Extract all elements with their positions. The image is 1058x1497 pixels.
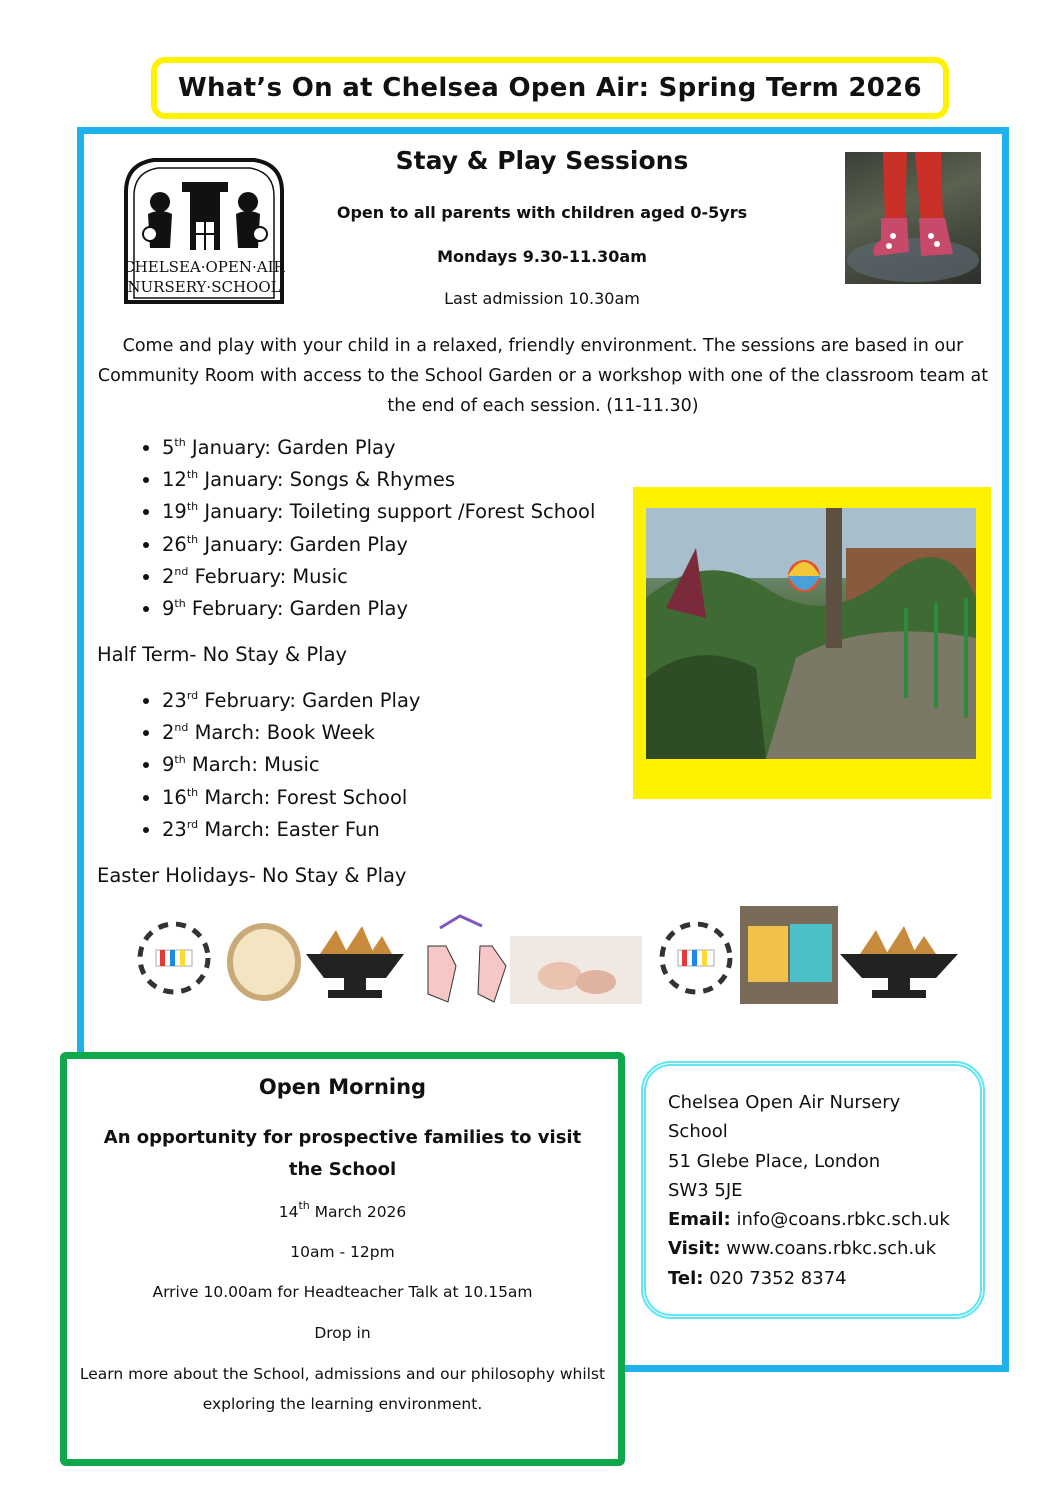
easter-note: Easter Holidays- No Stay & Play [97,864,407,887]
stay-play-last-admission: Last admission 10.30am [444,289,640,308]
tambourine-bells-icon-2 [662,924,730,992]
school-name-line2: School [668,1121,728,1143]
phone-label: Tel: [668,1267,704,1289]
page-title: What’s On at Chelsea Open Air: Spring Term 2026 [151,57,949,119]
open-morning-arrive: Arrive 10.00am for Headteacher Talk at 10.15am [152,1283,533,1301]
open-morning-subtitle: An opportunity for prospective families to visit the School [103,1127,582,1180]
list-item: • 5th January: Garden Play [162,432,595,464]
stay-play-intro: Come and play with your child in a relaxed, friendly environment. The sessions are based in our Community Room with access to the School Garden or a workshop with one of the classroom team at the end of each session. (11-11.30) [97,336,989,416]
list-item: • 19th January: Toileting support /Forest School [162,496,595,528]
contact-details [668,1088,968,1293]
list-item: • 9th March: Music [162,749,420,781]
website-row [668,1234,968,1263]
picture-books-photo-icon [740,906,838,1004]
session-list-1 [100,432,595,625]
phone-number[interactable]: 020 7352 8374 [709,1267,847,1289]
open-morning-description: Learn more about the School, admissions and our philosophy whilst exploring the learning environment. [79,1365,606,1413]
boots-illustration [845,152,981,284]
open-morning-drop-in: Drop in [314,1324,371,1342]
open-morning-time: 10am - 12pm [290,1243,395,1261]
logo-text-line2: NURSERY·SCHOOL [127,278,281,296]
session-list-2 [100,685,420,846]
list-item: • 26th January: Garden Play [162,529,595,561]
email-row [668,1205,968,1234]
list-item: • 23rd February: Garden Play [162,685,420,717]
stay-play-times: Mondays 9.30-11.30am [437,247,647,266]
school-logo [120,152,288,304]
tambourine-bells-icon [140,924,208,992]
garden-illustration [646,508,976,759]
list-item: • 12th January: Songs & Rhymes [162,464,595,496]
list-item: • 9th February: Garden Play [162,593,595,625]
website-link[interactable]: www.coans.rbkc.sch.uk [726,1238,937,1260]
photo-boots-puddle [845,152,981,284]
open-morning-title: Open Morning [258,1075,427,1099]
list-item: • 2nd March: Book Week [162,717,420,749]
phone-row [668,1264,968,1293]
address-line1: 51 Glebe Place, London [668,1150,881,1172]
school-name-line1: Chelsea Open Air Nursery [668,1092,901,1113]
stay-play-title: Stay & Play Sessions [395,146,689,175]
baby-feet-photo-icon [510,936,642,1004]
address-line2: SW3 5JE [668,1179,743,1201]
sign-language-hands-icon [428,916,506,1002]
email-link[interactable]: info@coans.rbkc.sch.uk [736,1209,950,1231]
list-item: • 16th March: Forest School [162,782,420,814]
fire-pit-icon-2 [840,926,958,998]
open-morning-date: 14th March 2026 [278,1199,407,1221]
logo-text-line1: CHELSEA·OPEN·AIR [123,258,285,276]
activity-icons-strip [130,906,960,1006]
website-label: Visit: [668,1238,721,1260]
photo-school-garden [646,508,976,759]
stay-play-audience: Open to all parents with children aged 0-5yrs [336,203,748,222]
list-item: • 2nd February: Music [162,561,595,593]
half-term-note: Half Term- No Stay & Play [97,643,348,666]
list-item: • 23rd March: Easter Fun [162,814,420,846]
fire-pit-icon [306,926,404,998]
email-label: Email: [668,1209,731,1231]
tambourine-icon [230,926,298,998]
